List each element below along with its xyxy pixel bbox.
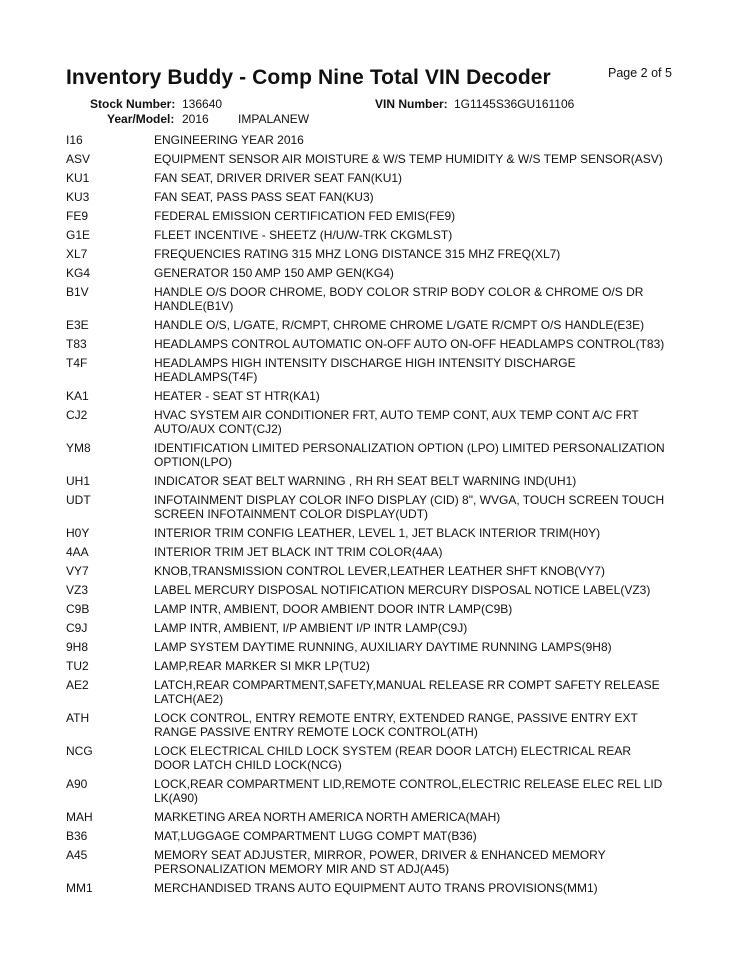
option-row bbox=[66, 356, 686, 384]
option-row bbox=[66, 848, 686, 876]
option-code: KU1 bbox=[66, 171, 90, 185]
model-value: IMPALANEW bbox=[238, 112, 310, 126]
option-code: C9J bbox=[66, 621, 88, 635]
option-code: C9B bbox=[66, 602, 90, 616]
option-row bbox=[66, 247, 686, 261]
option-code: T4F bbox=[66, 356, 88, 370]
option-row bbox=[66, 621, 686, 635]
option-row bbox=[66, 228, 686, 242]
option-description: LAMP,REAR MARKER SI MKR LP(TU2) bbox=[154, 659, 370, 673]
option-code: UDT bbox=[66, 493, 91, 507]
option-description: HEATER - SEAT ST HTR(KA1) bbox=[154, 389, 320, 403]
option-code: B36 bbox=[66, 829, 88, 843]
option-description: EQUIPMENT SENSOR AIR MOISTURE & W/S TEMP HUMIDITY & W/S TEMP SENSOR(ASV) bbox=[154, 152, 663, 166]
option-description: LOCK ELECTRICAL CHILD LOCK SYSTEM (REAR DOOR LATCH) ELECTRICAL REAR DOOR LATCH CHILD LOCK(NCG) bbox=[154, 744, 631, 772]
page-number: Page 2 of 5 bbox=[608, 66, 672, 80]
option-row bbox=[66, 545, 686, 559]
option-code: G1E bbox=[66, 228, 91, 242]
year-model-label: Year/Model: bbox=[107, 112, 175, 126]
option-description: LABEL MERCURY DISPOSAL NOTIFICATION MERCURY DISPOSAL NOTICE LABEL(VZ3) bbox=[154, 583, 651, 597]
option-row bbox=[66, 152, 686, 166]
stock-number-label: Stock Number: bbox=[90, 97, 176, 111]
option-description: KNOB,TRANSMISSION CONTROL LEVER,LEATHER LEATHER SHFT KNOB(VY7) bbox=[154, 564, 605, 578]
vin-number-label: VIN Number: bbox=[375, 97, 448, 111]
option-row bbox=[66, 711, 686, 739]
option-code: CJ2 bbox=[66, 408, 88, 422]
option-description: LOCK,REAR COMPARTMENT LID,REMOTE CONTROL,ELECTRIC RELEASE ELEC REL LID LK(A90) bbox=[154, 777, 663, 805]
option-description: GENERATOR 150 AMP 150 AMP GEN(KG4) bbox=[154, 266, 394, 280]
option-description: LOCK CONTROL, ENTRY REMOTE ENTRY, EXTENDED RANGE, PASSIVE ENTRY EXT RANGE PASSIVE ENTRY REMOTE LOCK CONTROL(ATH) bbox=[154, 711, 638, 739]
option-row bbox=[66, 777, 686, 805]
option-description: LAMP SYSTEM DAYTIME RUNNING, AUXILIARY DAYTIME RUNNING LAMPS(9H8) bbox=[154, 640, 612, 654]
option-row bbox=[66, 640, 686, 654]
option-code: B1V bbox=[66, 285, 89, 299]
option-description: MERCHANDISED TRANS AUTO EQUIPMENT AUTO TRANS PROVISIONS(MM1) bbox=[154, 881, 598, 895]
option-description: LAMP INTR, AMBIENT, DOOR AMBIENT DOOR INTR LAMP(C9B) bbox=[154, 602, 513, 616]
option-code-list bbox=[66, 133, 686, 900]
option-code: E3E bbox=[66, 318, 89, 332]
option-description: INTERIOR TRIM JET BLACK INT TRIM COLOR(4AA) bbox=[154, 545, 443, 559]
vin-number-value: 1G1145S36GU161106 bbox=[454, 97, 575, 111]
option-code: KG4 bbox=[66, 266, 91, 280]
option-row bbox=[66, 602, 686, 616]
option-row bbox=[66, 389, 686, 403]
option-code: KA1 bbox=[66, 389, 89, 403]
option-row bbox=[66, 564, 686, 578]
option-description: HANDLE O/S DOOR CHROME, BODY COLOR STRIP BODY COLOR & CHROME O/S DR HANDLE(B1V) bbox=[154, 285, 644, 313]
option-row bbox=[66, 441, 686, 469]
option-row bbox=[66, 190, 686, 204]
page-title: Inventory Buddy - Comp Nine Total VIN Decoder bbox=[66, 66, 551, 89]
option-row bbox=[66, 133, 686, 147]
year-value: 2016 bbox=[182, 112, 209, 126]
option-code: ATH bbox=[66, 711, 90, 725]
option-description: LATCH,REAR COMPARTMENT,SAFETY,MANUAL RELEASE RR COMPT SAFETY RELEASE LATCH(AE2) bbox=[154, 678, 660, 706]
option-code: TU2 bbox=[66, 659, 89, 673]
option-row bbox=[66, 337, 686, 351]
option-description: HANDLE O/S, L/GATE, R/CMPT, CHROME CHROME L/GATE R/CMPT O/S HANDLE(E3E) bbox=[154, 318, 645, 332]
option-row bbox=[66, 659, 686, 673]
option-description: FEDERAL EMISSION CERTIFICATION FED EMIS(FE9) bbox=[154, 209, 456, 223]
option-code: FE9 bbox=[66, 209, 89, 223]
option-row bbox=[66, 318, 686, 332]
option-row bbox=[66, 209, 686, 223]
option-row bbox=[66, 744, 686, 772]
option-row bbox=[66, 583, 686, 597]
option-code: A45 bbox=[66, 848, 88, 862]
option-description: FAN SEAT, DRIVER DRIVER SEAT FAN(KU1) bbox=[154, 171, 403, 185]
option-code: T83 bbox=[66, 337, 87, 351]
option-code: A90 bbox=[66, 777, 88, 791]
option-code: 4AA bbox=[66, 545, 89, 559]
option-code: NCG bbox=[66, 744, 93, 758]
option-row bbox=[66, 526, 686, 540]
option-code: XL7 bbox=[66, 247, 88, 261]
option-row bbox=[66, 266, 686, 280]
option-row bbox=[66, 678, 686, 706]
option-description: MEMORY SEAT ADJUSTER, MIRROR, POWER, DRIVER & ENHANCED MEMORY PERSONALIZATION MEMORY MIR AND ST ADJ(A45) bbox=[154, 848, 606, 876]
option-code: UH1 bbox=[66, 474, 91, 488]
option-description: HEADLAMPS HIGH INTENSITY DISCHARGE HIGH INTENSITY DISCHARGE HEADLAMPS(T4F) bbox=[154, 356, 576, 384]
option-description: MARKETING AREA NORTH AMERICA NORTH AMERICA(MAH) bbox=[154, 810, 501, 824]
option-description: IDENTIFICATION LIMITED PERSONALIZATION OPTION (LPO) LIMITED PERSONALIZATION OPTION(LPO) bbox=[154, 441, 665, 469]
option-code: VZ3 bbox=[66, 583, 89, 597]
option-code: H0Y bbox=[66, 526, 90, 540]
option-row bbox=[66, 285, 686, 313]
option-description: FLEET INCENTIVE - SHEETZ (H/U/W-TRK CKGMLST) bbox=[154, 228, 453, 242]
option-description: FREQUENCIES RATING 315 MHZ LONG DISTANCE 315 MHZ FREQ(XL7) bbox=[154, 247, 561, 261]
option-description: INFOTAINMENT DISPLAY COLOR INFO DISPLAY (CID) 8", WVGA, TOUCH SCREEN TOUCH SCREEN INFOTAINMENT COLOR DISPLAY(UDT) bbox=[154, 493, 665, 521]
option-description: INDICATOR SEAT BELT WARNING , RH RH SEAT BELT WARNING IND(UH1) bbox=[154, 474, 577, 488]
option-code: I16 bbox=[66, 133, 83, 147]
option-code: ASV bbox=[66, 152, 91, 166]
option-description: HVAC SYSTEM AIR CONDITIONER FRT, AUTO TEMP CONT, AUX TEMP CONT A/C FRT AUTO/AUX CONT(CJ2) bbox=[154, 408, 639, 436]
option-row bbox=[66, 171, 686, 185]
option-code: MAH bbox=[66, 810, 93, 824]
option-code: MM1 bbox=[66, 881, 93, 895]
option-description: ENGINEERING YEAR 2016 bbox=[154, 133, 304, 147]
option-row bbox=[66, 493, 686, 521]
option-description: INTERIOR TRIM CONFIG LEATHER, LEVEL 1, JET BLACK INTERIOR TRIM(H0Y) bbox=[154, 526, 601, 540]
option-code: KU3 bbox=[66, 190, 90, 204]
option-code: 9H8 bbox=[66, 640, 89, 654]
option-code: VY7 bbox=[66, 564, 89, 578]
option-code: YM8 bbox=[66, 441, 91, 455]
option-description: LAMP INTR, AMBIENT, I/P AMBIENT I/P INTR LAMP(C9J) bbox=[154, 621, 468, 635]
option-row bbox=[66, 810, 686, 824]
option-row bbox=[66, 829, 686, 843]
option-row bbox=[66, 881, 686, 895]
option-row bbox=[66, 474, 686, 488]
option-description: HEADLAMPS CONTROL AUTOMATIC ON-OFF AUTO ON-OFF HEADLAMPS CONTROL(T83) bbox=[154, 337, 665, 351]
option-code: AE2 bbox=[66, 678, 89, 692]
stock-number-value: 136640 bbox=[182, 97, 223, 111]
option-row bbox=[66, 408, 686, 436]
option-description: FAN SEAT, PASS PASS SEAT FAN(KU3) bbox=[154, 190, 374, 204]
option-description: MAT,LUGGAGE COMPARTMENT LUGG COMPT MAT(B36) bbox=[154, 829, 477, 843]
